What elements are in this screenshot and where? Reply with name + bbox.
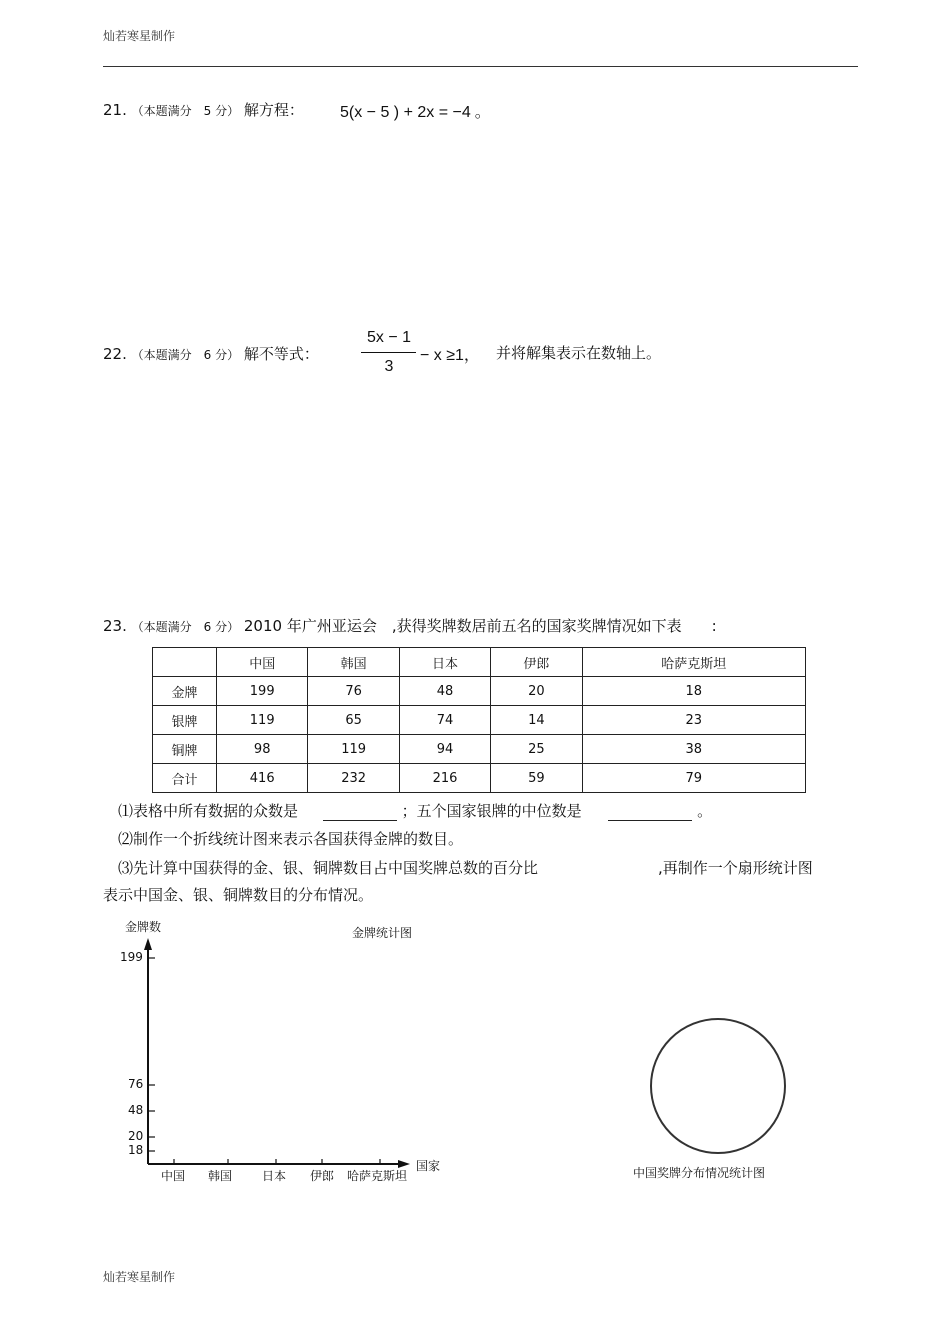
- pie-chart-caption: 中国奖牌分布情况统计图: [633, 1166, 766, 1180]
- q21-equation-text: 5(x − 5 ) + 2x = −4: [340, 104, 471, 121]
- table-row-label: 银牌: [153, 706, 217, 735]
- table-cell: 119: [217, 706, 308, 735]
- table-row-label: 金牌: [153, 677, 217, 706]
- table-cell: 25: [491, 735, 582, 764]
- q23-sub3-b: ,再制作一个扇形统计图: [658, 859, 813, 877]
- q23-score: （本题满分 6 分）: [131, 620, 240, 634]
- x-category-label: 伊郎: [310, 1169, 335, 1183]
- table-cell: 74: [399, 706, 490, 735]
- table-cell: 79: [582, 764, 805, 793]
- pie-chart-circle: [650, 1018, 786, 1154]
- table-cell: 18: [582, 677, 805, 706]
- table-header-cell: 伊郎: [491, 648, 582, 677]
- x-category-label: 日本: [262, 1169, 287, 1183]
- x-category-label: 韩国: [208, 1169, 233, 1183]
- table-cell: 65: [308, 706, 399, 735]
- chart-title: 金牌统计图: [352, 926, 413, 940]
- table-cell: 232: [308, 764, 399, 793]
- x-category-label: 哈萨克斯坦: [347, 1169, 408, 1183]
- y-axis-arrow: [144, 938, 152, 950]
- q21-number: 21.: [103, 101, 127, 119]
- q21-prompt: 解方程：: [243, 101, 304, 119]
- header-maker: 灿若寒星制作: [103, 29, 176, 43]
- y-tick-label: 76: [128, 1077, 144, 1091]
- q22-rest: − x ≥1，: [420, 347, 480, 364]
- table-cell: 38: [582, 735, 805, 764]
- table-row-label: 合计: [153, 764, 217, 793]
- q22-numerator: 5x − 1: [366, 329, 412, 346]
- table-cell: 48: [399, 677, 490, 706]
- table-cell: 98: [217, 735, 308, 764]
- chart-x-axis-label: 国家: [416, 1159, 441, 1173]
- q23-sub1-end: 。: [697, 802, 713, 820]
- table-cell: 76: [308, 677, 399, 706]
- x-category-label: 中国: [161, 1169, 186, 1183]
- q21-end: 。: [474, 104, 491, 121]
- q23-sub1-a: ⑴表格中所有数据的众数是: [118, 802, 299, 820]
- table-header-cell: 哈萨克斯坦: [582, 648, 805, 677]
- table-header-cell: 日本: [399, 648, 490, 677]
- y-tick-label: 18: [128, 1143, 144, 1157]
- q22-suffix: 并将解集表示在数轴上。: [496, 344, 662, 362]
- table-cell: 20: [491, 677, 582, 706]
- q22-prompt: 解不等式：: [243, 345, 319, 363]
- table-row-label: 铜牌: [153, 735, 217, 764]
- y-tick-label: 20: [128, 1129, 144, 1143]
- table-header-cell: 中国: [217, 648, 308, 677]
- table-cell: 23: [582, 706, 805, 735]
- y-tick-label: 199: [120, 950, 143, 964]
- table-cell: 94: [399, 735, 490, 764]
- q23-sub3-c: 表示中国金、银、铜牌数目的分布情况。: [103, 886, 374, 904]
- q23-intro: 2010 年广州亚运会 ,获得奖牌数居前五名的国家奖牌情况如下表 :: [243, 617, 717, 635]
- q23-sub3-a: ⑶先计算中国获得的金、银、铜牌数目占中国奖牌总数的百分比: [118, 859, 539, 877]
- table-cell: 14: [491, 706, 582, 735]
- chart-y-axis-label: 金牌数: [125, 920, 162, 934]
- table-cell: 416: [217, 764, 308, 793]
- table-cell: 199: [217, 677, 308, 706]
- table-cell: 59: [491, 764, 582, 793]
- q22-score: （本题满分 6 分）: [131, 348, 240, 362]
- q23-number: 23.: [103, 617, 127, 635]
- q23-sub2: ⑵制作一个折线统计图来表示各国获得金牌的数目。: [118, 830, 464, 848]
- q22-denominator: 3: [384, 358, 394, 375]
- table-cell: 216: [399, 764, 490, 793]
- y-tick-label: 48: [128, 1103, 144, 1117]
- table-header-cell: 韩国: [308, 648, 399, 677]
- q22-number: 22.: [103, 345, 127, 363]
- table-cell: 119: [308, 735, 399, 764]
- q21-score: （本题满分 5 分）: [131, 104, 240, 118]
- q23-sub1-b: ；五个国家银牌的中位数是: [401, 802, 582, 820]
- footer-maker: 灿若寒星制作: [103, 1270, 176, 1284]
